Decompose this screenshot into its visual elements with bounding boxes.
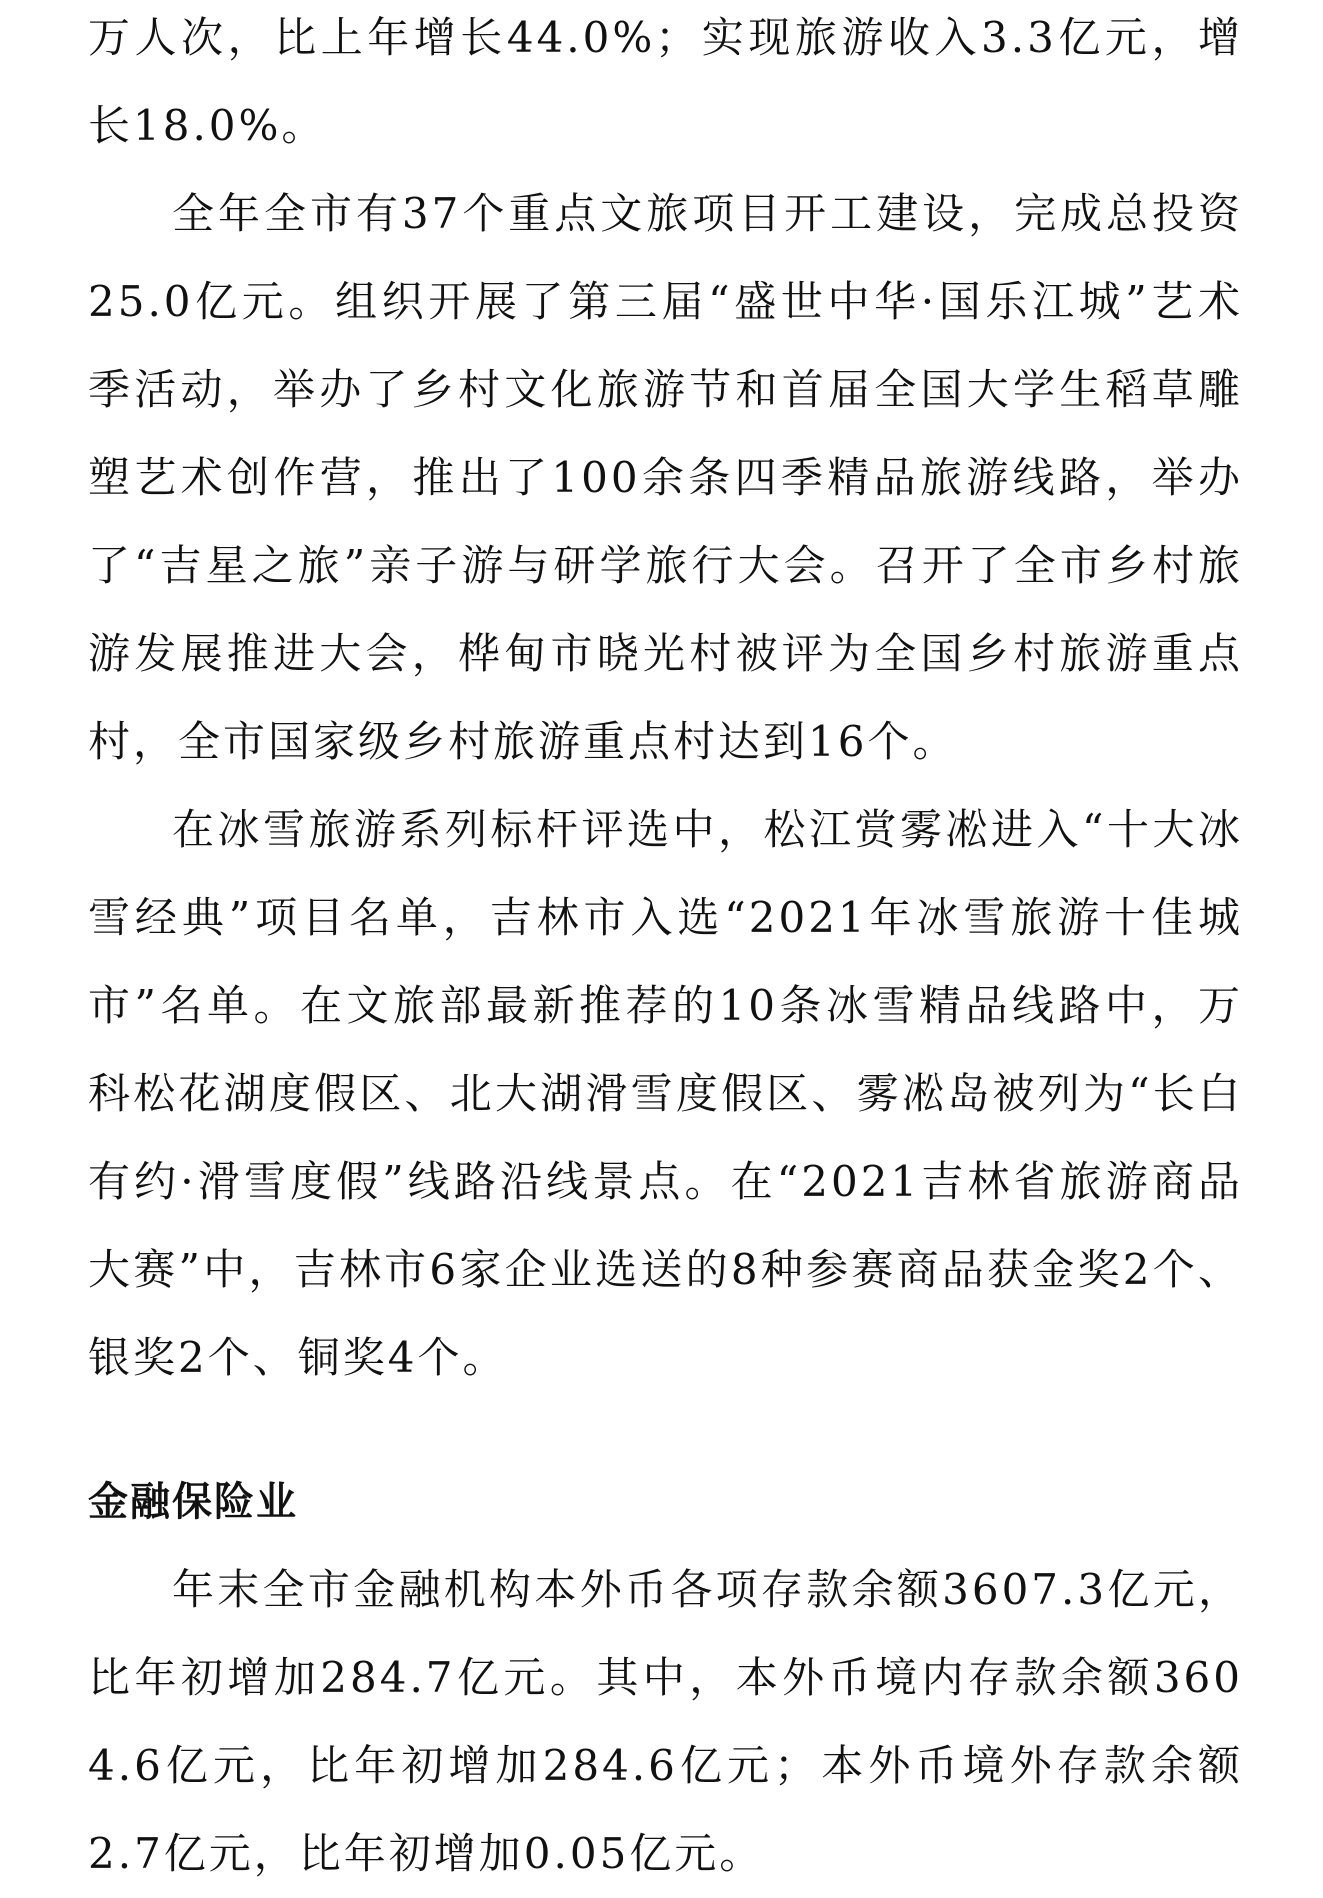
paragraph-ice-snow-tourism: 在冰雪旅游系列标杆评选中，松江赏雾凇进入“十大冰雪经典”项目名单，吉林市入选“2021年冰雪旅游十佳城市”名单。在文旅部最新推荐的10条冰雪精品线路中，万科松花湖度假区、北大湖滑雪度假区、雾凇岛被列为“长白有约·滑雪度假”线路沿线景点。在“2021吉林省旅游商品大赛”中，吉林市6家企业选送的8种参赛商品获金奖2个、银奖2个、铜奖4个。 bbox=[88, 805, 1243, 1382]
paragraph-tourism-continued: 万人次，比上年增长44.0%；实现旅游收入3.3亿元，增长18.0%。 bbox=[88, 13, 1243, 150]
paragraph-financial-deposits: 年末全市金融机构本外币各项存款余额3607.3亿元，比年初增加284.7亿元。其中，本外币境内存款余额3604.6亿元，比年初增加284.6亿元；本外币境外存款余额2.7亿元，比年初增加0.05亿元。 bbox=[88, 1565, 1243, 1878]
document-page bbox=[88, 0, 1243, 1898]
section-title-finance-insurance: 金融保险业 bbox=[88, 1479, 298, 1525]
paragraph-cultural-tourism-projects: 全年全市有37个重点文旅项目开工建设，完成总投资25.0亿元。组织开展了第三届“盛世中华·国乐江城”艺术季活动，举办了乡村文化旅游节和首届全国大学生稻草雕塑艺术创作营，推出了100余条四季精品旅游线路，举办了“吉星之旅”亲子游与研学旅行大会。召开了全市乡村旅游发展推进大会，桦甸市晓光村被评为全国乡村旅游重点村，全市国家级乡村旅游重点村达到16个。 bbox=[88, 189, 1243, 766]
